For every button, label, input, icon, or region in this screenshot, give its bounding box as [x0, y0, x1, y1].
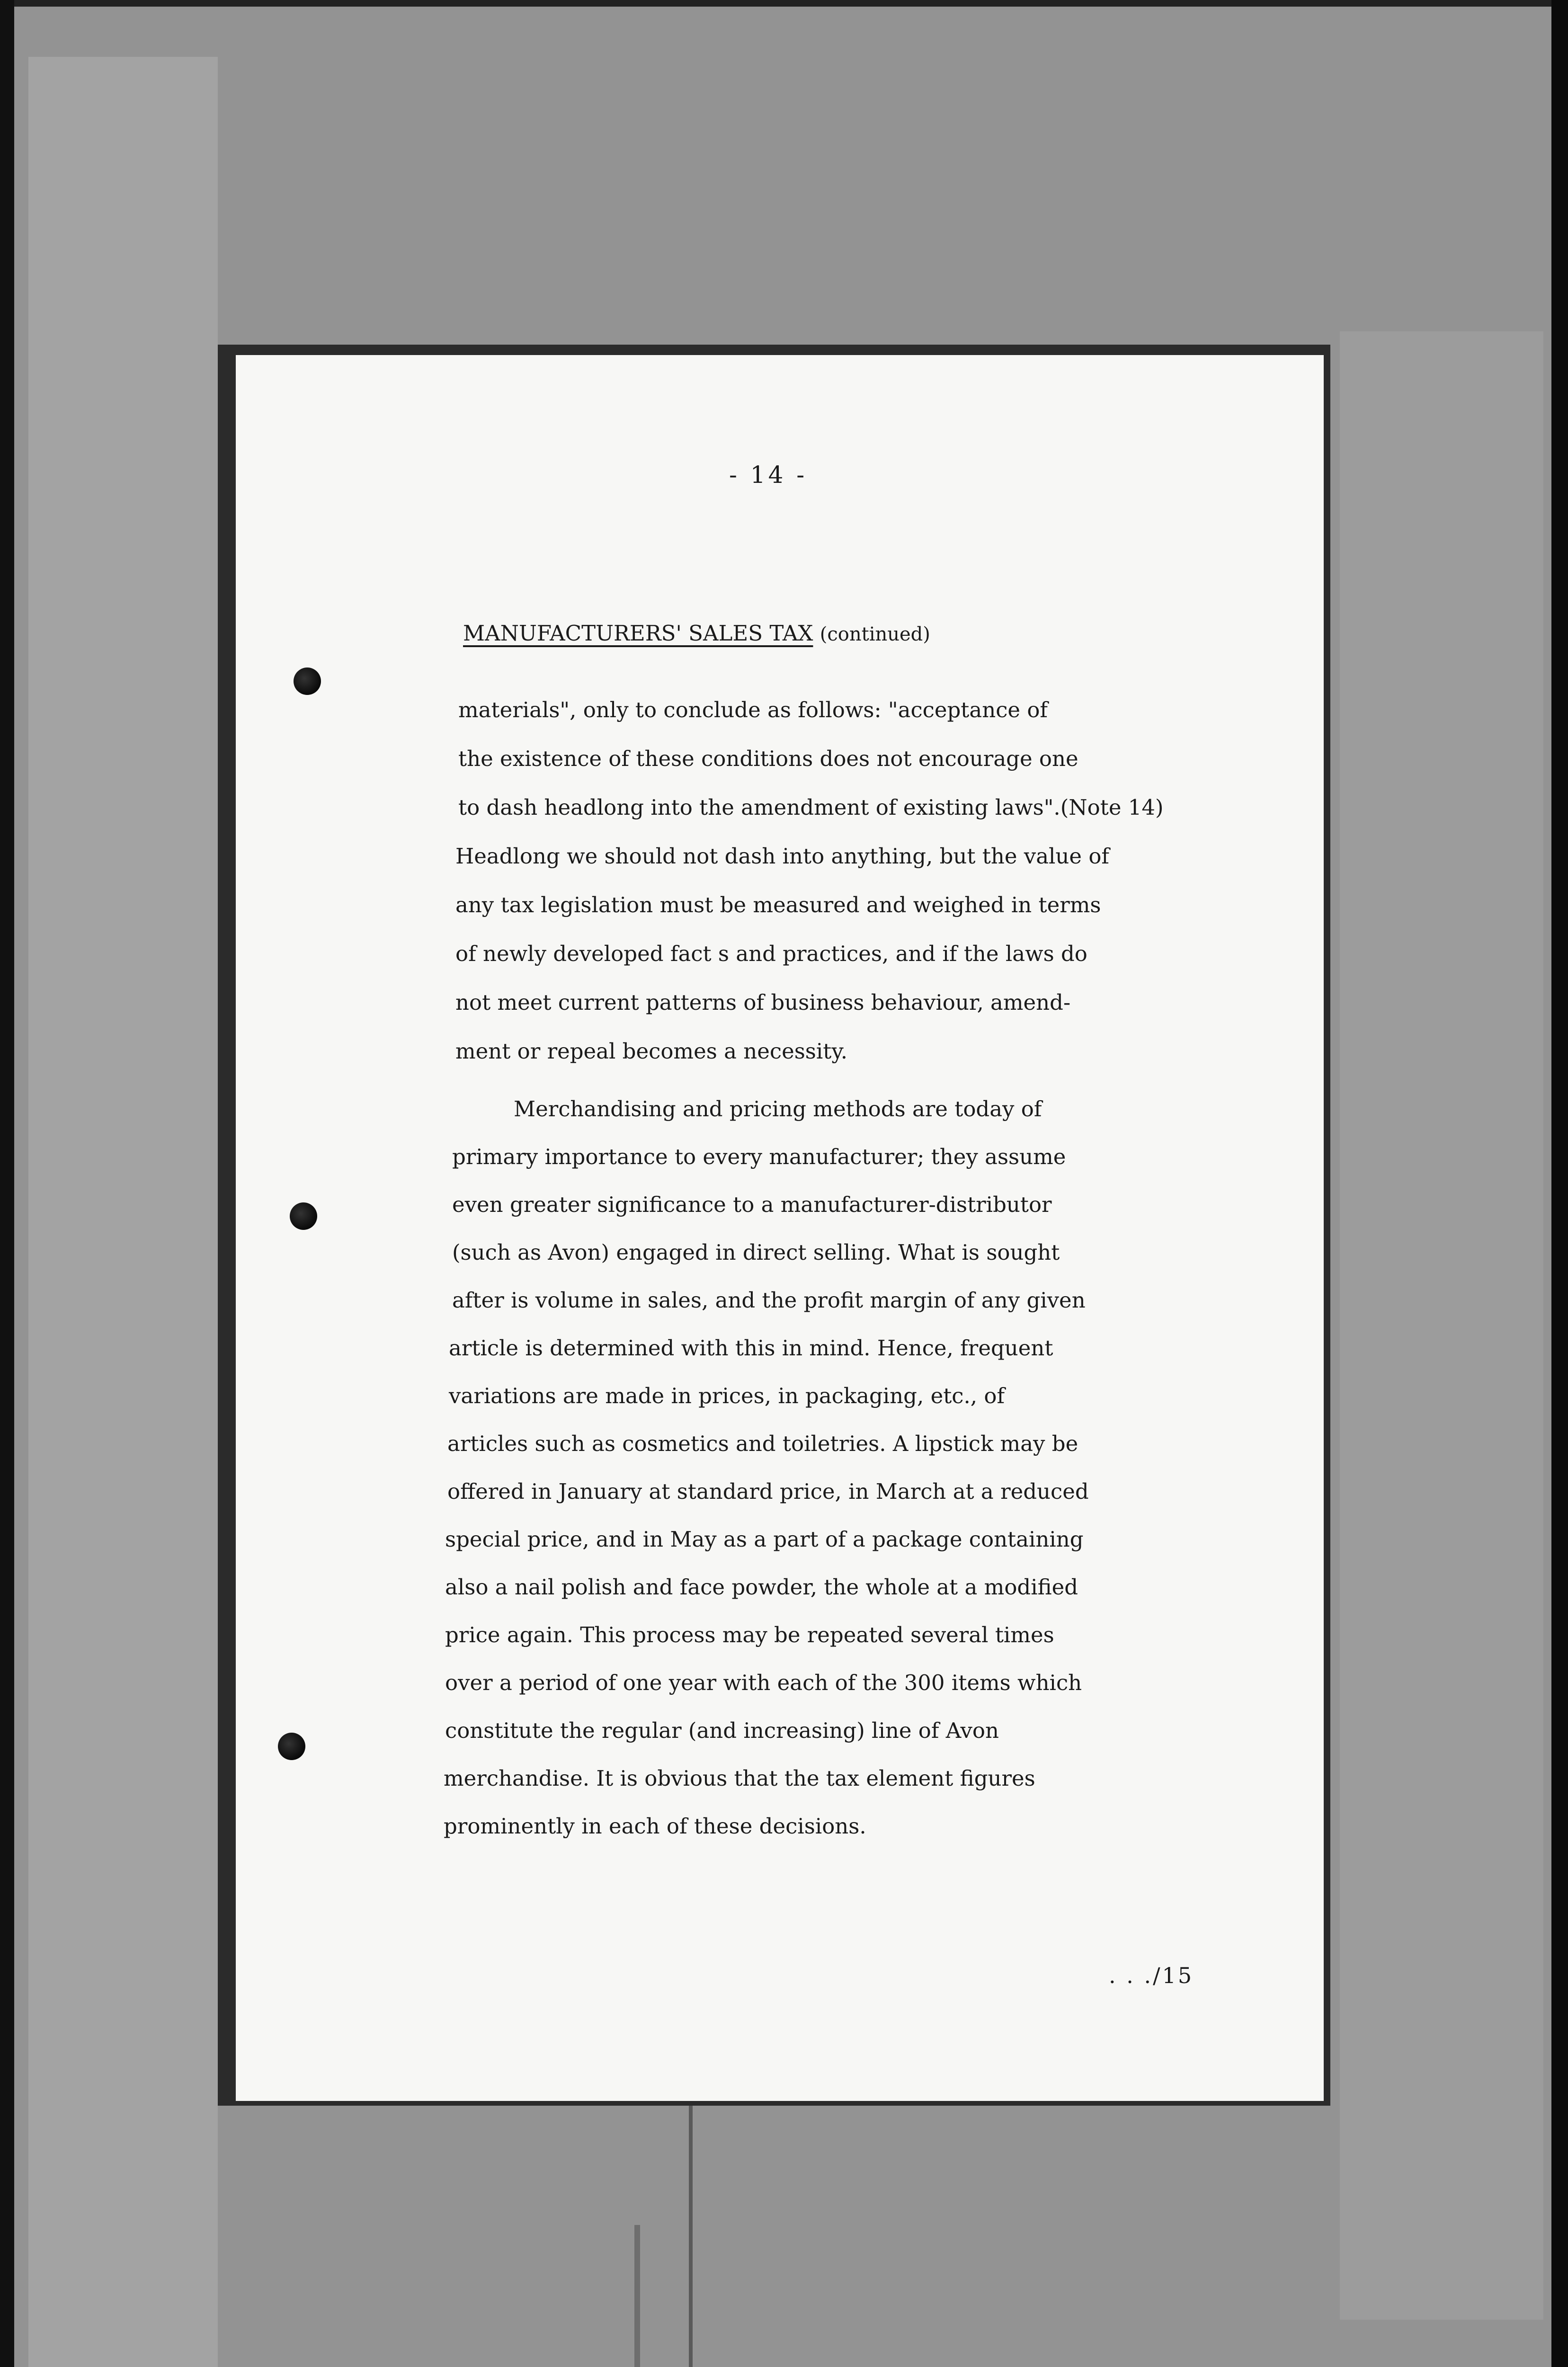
text-line: Merchandising and pricing methods are today of: [514, 1096, 1042, 1121]
background-strip: [1340, 331, 1543, 2320]
text-line: merchandise. It is obvious that the tax element figures: [444, 1766, 1035, 1791]
text-line: not meet current patterns of business behaviour, amend-: [455, 990, 1071, 1015]
document-page: [236, 355, 1324, 2101]
scan-edge: [1551, 0, 1568, 2367]
text-line: to dash headlong into the amendment of existing laws".(Note 14): [458, 795, 1164, 820]
text-line: offered in January at standard price, in March at a reduced: [447, 1479, 1089, 1504]
text-line: price again. This process may be repeated several times: [445, 1622, 1054, 1647]
text-line: constitute the regular (and increasing) line of Avon: [445, 1718, 999, 1743]
text-line: of newly developed fact s and practices, and if the laws do: [455, 941, 1087, 966]
text-line: article is determined with this in mind. Hence, frequent: [449, 1335, 1053, 1361]
text-line: the existence of these conditions does not encourage one: [458, 746, 1078, 771]
text-line: Headlong we should not dash into anything, but the value of: [455, 844, 1110, 869]
continuation-marker: . . ./15: [1109, 1963, 1194, 1988]
text-line: even greater significance to a manufacturer-distributor: [452, 1192, 1052, 1217]
heading-title: MANUFACTURERS' SALES TAX: [463, 621, 813, 646]
text-line: also a nail polish and face powder, the whole at a modified: [445, 1575, 1078, 1600]
text-line: after is volume in sales, and the profit margin of any given: [452, 1288, 1086, 1313]
background-strip: [28, 57, 218, 2367]
punch-hole: [294, 667, 321, 695]
heading-suffix: (continued): [820, 623, 930, 645]
background-line: [689, 2102, 693, 2367]
text-line: ment or repeal becomes a necessity.: [455, 1039, 848, 1064]
background-line: [634, 2225, 640, 2367]
text-line: (such as Avon) engaged in direct selling. What is sought: [452, 1240, 1060, 1265]
section-heading: [463, 623, 930, 644]
punch-hole: [278, 1733, 305, 1760]
punch-hole: [290, 1202, 317, 1230]
scan-edge: [0, 0, 1568, 7]
text-line: over a period of one year with each of the 300 items which: [445, 1670, 1082, 1695]
scan-edge: [0, 0, 14, 2367]
text-line: any tax legislation must be measured and weighed in terms: [455, 892, 1101, 917]
text-line: special price, and in May as a part of a package containing: [445, 1527, 1084, 1552]
text-line: primary importance to every manufacturer; they assume: [452, 1144, 1066, 1169]
text-line: articles such as cosmetics and toiletries. A lipstick may be: [447, 1431, 1078, 1456]
text-line: prominently in each of these decisions.: [444, 1814, 866, 1839]
text-line: materials", only to conclude as follows: "acceptance of: [458, 697, 1048, 722]
text-line: variations are made in prices, in packaging, etc., of: [449, 1383, 1005, 1408]
page-number: - 14 -: [729, 461, 808, 489]
